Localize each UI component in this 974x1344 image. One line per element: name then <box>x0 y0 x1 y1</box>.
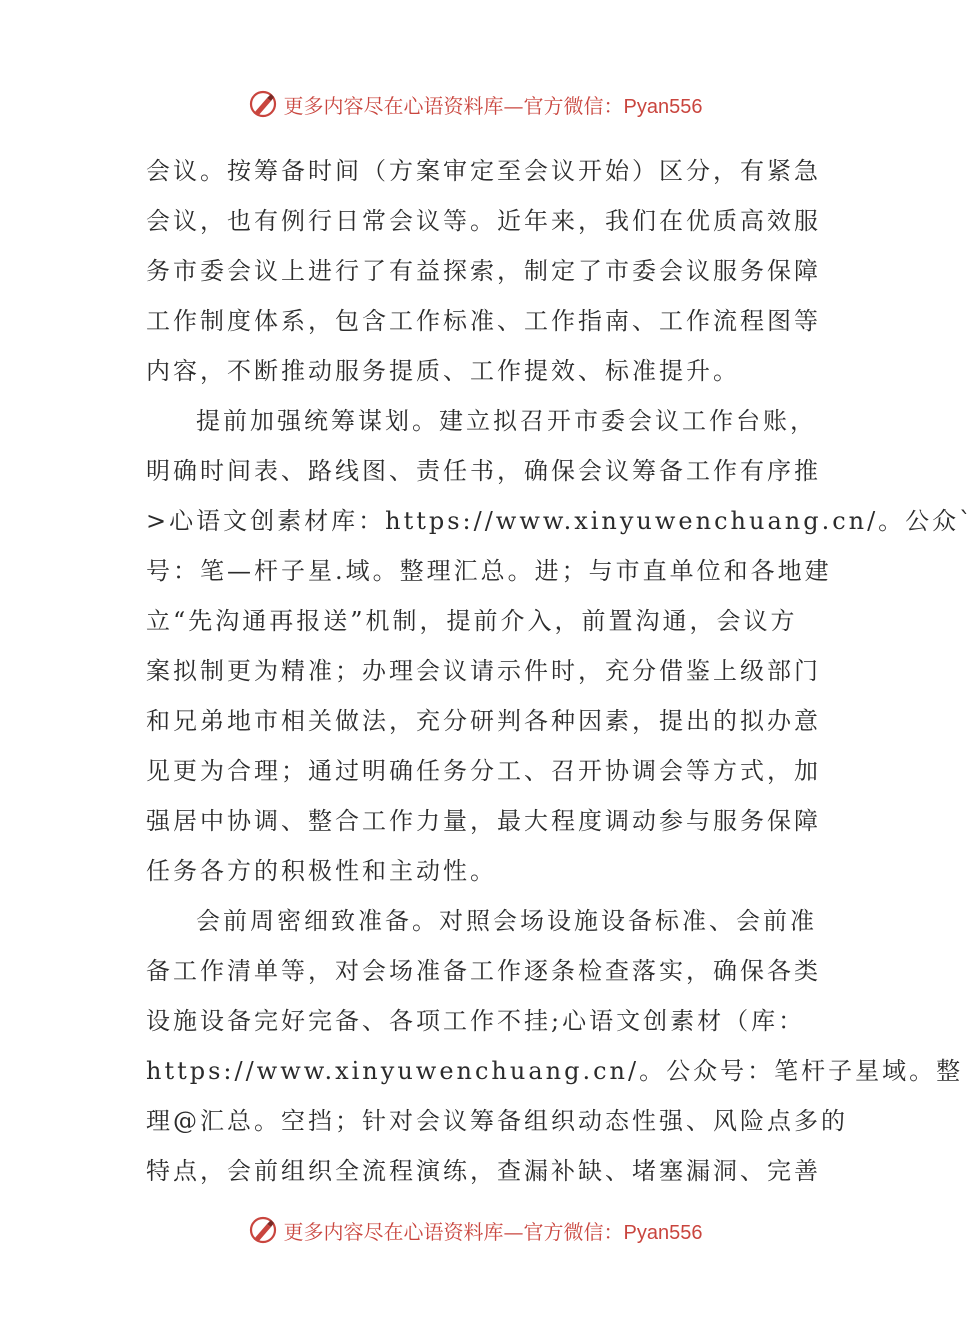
body-line-with-url: https://www.xinyuwenchuang.cn/。公众号：笔杆子星域。整 <box>146 1057 964 1085</box>
body-line: 会议，也有例行日常会议等。近年来，我们在优质高效服 <box>146 207 821 235</box>
body-line: 备工作清单等，对会场准备工作逐条检查落实，确保各类 <box>146 957 821 985</box>
body-line: 立“先沟通再报送”机制，提前介入，前置沟通，会议方 <box>146 607 798 635</box>
body-line: 内容，不断推动服务提质、工作提效、标准提升。 <box>146 357 740 385</box>
body-line: 特点，会前组织全流程演练，查漏补缺、堵塞漏洞、完善 <box>146 1157 821 1185</box>
body-line: 务市委会议上进行了有益探索，制定了市委会议服务保障 <box>146 257 821 285</box>
body-line: 理@汇总。空挡；针对会议筹备组织动态性强、风险点多的 <box>146 1107 848 1135</box>
body-line: 会议。按筹备时间（方案审定至会议开始）区分，有紧急 <box>146 157 821 185</box>
body-line: 和兄弟地市相关做法，充分研判各种因素，提出的拟办意 <box>146 707 821 735</box>
footer-banner <box>0 1210 950 1250</box>
header-wechat-id: Pyan556 <box>623 95 703 118</box>
body-line: 明确时间表、路线图、责任书，确保会议筹备工作有序推 <box>146 457 821 485</box>
body-line: 强居中协调、整合工作力量，最大程度调动参与服务保障 <box>146 807 821 835</box>
body-line: 设施设备完好完备、各项工作不挂;心语文创素材（库： <box>146 1007 806 1035</box>
body-line: 见更为合理；通过明确任务分工、召开协调会等方式，加 <box>146 757 821 785</box>
pen-nib-icon <box>248 1215 278 1245</box>
header-brand-text <box>284 90 703 119</box>
paragraph-start-line: 提前加强统筹谋划。建立拟召开市委会议工作台账， <box>196 407 817 435</box>
body-line: 工作制度体系，包含工作标准、工作指南、工作流程图等 <box>146 307 821 335</box>
body-line-with-url: >心语文创素材库：https://www.xinyuwenchuang.cn/。公众` <box>146 507 974 535</box>
header-brand-label: 更多内容尽在心语资料库—官方微信： <box>283 93 624 118</box>
footer-brand-label: 更多内容尽在心语资料库—官方微信： <box>283 1219 624 1244</box>
footer-brand-text <box>284 1216 703 1245</box>
body-line: 任务各方的积极性和主动性。 <box>146 857 497 885</box>
paragraph-start-line: 会前周密细致准备。对照会场设施设备标准、会前准 <box>196 907 817 935</box>
document-body <box>146 146 974 1196</box>
footer-wechat-id: Pyan556 <box>623 1221 703 1244</box>
body-line: 号：笔—杆子星.域。整理汇总。进；与市直单位和各地建 <box>146 557 832 585</box>
body-line: 案拟制更为精准；办理会议请示件时，充分借鉴上级部门 <box>146 657 821 685</box>
pen-nib-icon <box>248 89 278 119</box>
header-banner <box>0 84 950 124</box>
